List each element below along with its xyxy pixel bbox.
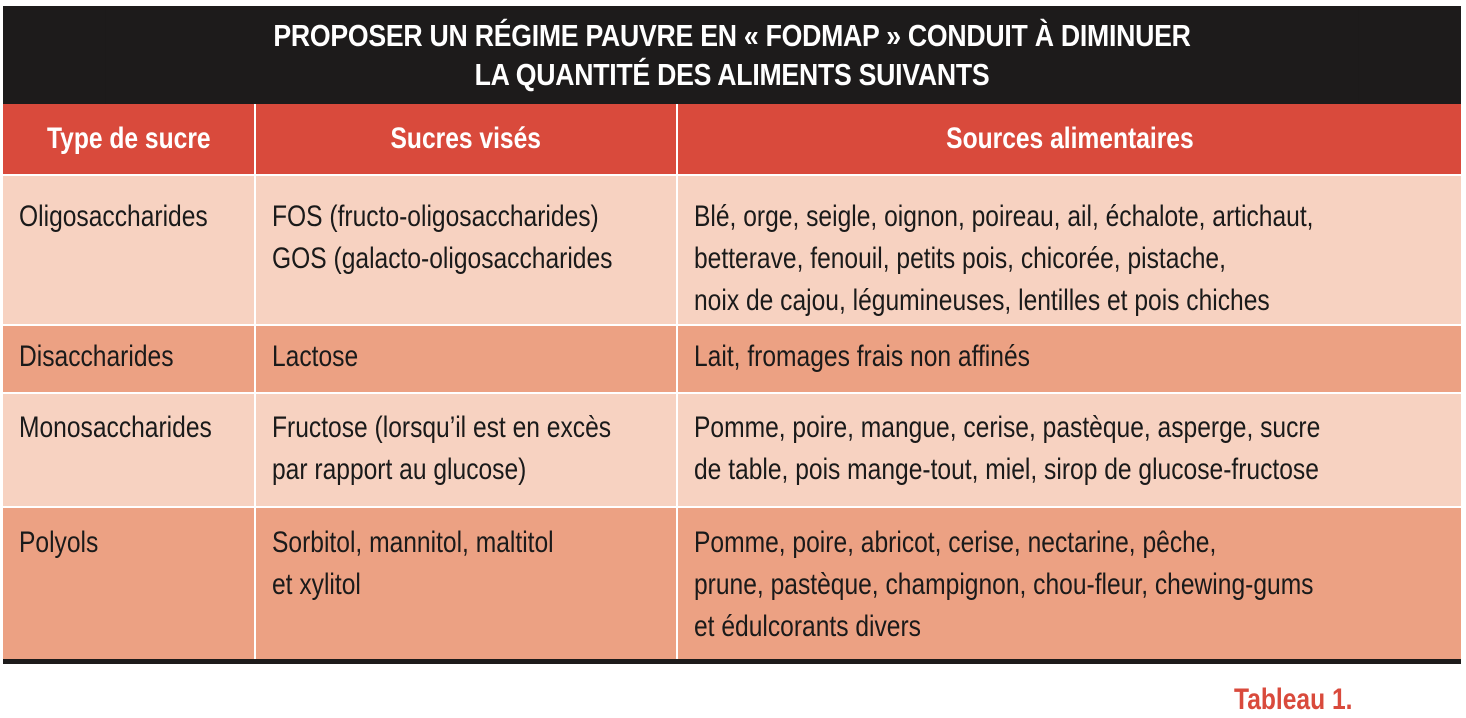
cell-type: Disaccharides	[3, 326, 256, 392]
table-title	[105, 6, 1359, 104]
table-bottom-rule	[3, 659, 1461, 664]
cell-sugars: Lactose	[256, 326, 678, 392]
header-sucres-vises: Sucres visés	[256, 104, 678, 174]
cell-sources: Blé, orge, seigle, oignon, poireau, ail, échalote, artichaut, betterave, fenouil, petits pois, chicorée, pistache, noix de cajou, légumineuses, lentilles et pois chiches	[694, 200, 1314, 317]
cell-sugars: Sorbitol, mannitol, maltitol et xylitol	[256, 508, 678, 659]
table-title-line-2: LA QUANTITÉ DES ALIMENTS SUIVANTS	[474, 57, 990, 92]
table-row-disaccharides	[3, 324, 1461, 392]
cell-sugars: FOS (fructo-oligosaccharides) GOS (galacto-oligosaccharides	[256, 176, 678, 324]
table-row-oligosaccharides	[3, 174, 1461, 324]
cell-type: Monosaccharides	[3, 394, 256, 506]
table-caption: Tableau 1.	[1233, 683, 1352, 716]
fodmap-table	[3, 6, 1461, 664]
header-type-de-sucre: Type de sucre	[3, 104, 256, 174]
table-title-bar	[3, 6, 1461, 104]
cell-type: Oligosaccharides	[3, 176, 256, 324]
cell-sources: Pomme, poire, mangue, cerise, pastèque, asperge, sucre de table, pois mange-tout, miel, sirop de glucose-fructose	[694, 411, 1321, 486]
cell-sources: Pomme, poire, abricot, cerise, nectarine, pêche, prune, pastèque, champignon, chou-fleur, chewing-gums et édulcorants divers	[694, 526, 1314, 643]
cell-sources: Lait, fromages frais non affinés	[694, 340, 1030, 373]
table-title-line-1: PROPOSER UN RÉGIME PAUVRE EN « FODMAP » CONDUIT À DIMINUER	[273, 18, 1191, 53]
table-header-row	[3, 104, 1461, 174]
table-row-monosaccharides	[3, 392, 1461, 506]
cell-sugars: Fructose (lorsqu’il est en excès par rapport au glucose)	[256, 394, 678, 506]
table-row-polyols	[3, 506, 1461, 659]
cell-type: Polyols	[3, 508, 256, 659]
header-sources-alimentaires: Sources alimentaires	[945, 122, 1194, 155]
